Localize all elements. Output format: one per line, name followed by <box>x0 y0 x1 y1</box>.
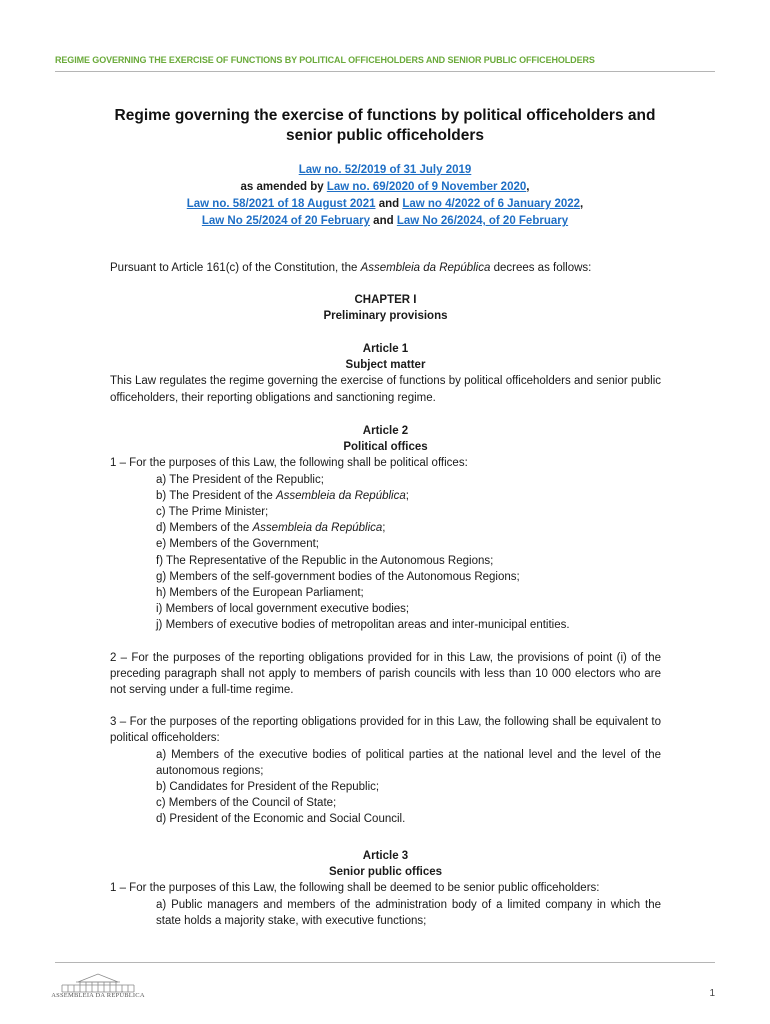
article-number: Article 1 <box>362 343 409 355</box>
header-divider <box>55 71 715 72</box>
chapter-heading <box>110 292 661 324</box>
link-law-52-2019[interactable]: Law no. 52/2019 of 31 July 2019 <box>298 164 472 176</box>
paragraph-2: 2 – For the purposes of the reporting obligations provided for in this Law, the provisions of point (i) of the preceding paragraph shall not apply to members of parish councils with less than 10 000 electors who are not serving under a full-time regime. <box>110 651 661 697</box>
list-item: e) Members of the Government; <box>156 538 319 551</box>
preamble-italic: Assembleia da República <box>360 262 491 274</box>
separator-comma: , <box>580 198 584 210</box>
article-title: Senior public offices <box>328 866 443 879</box>
link-law-58-2021[interactable]: Law no. 58/2021 of 18 August 2021 <box>186 198 376 210</box>
list-item-text: ; <box>382 522 386 535</box>
logo-wordmark: ASSEMBLEIA DA REPÚBLICA <box>51 992 145 999</box>
list-item-text: d) Members of the <box>156 522 253 535</box>
link-law-26-2024[interactable]: Law No 26/2024, of 20 February <box>396 215 569 227</box>
paragraph-1: 1 – For the purposes of this Law, the following shall be deemed to be senior public officeholders: <box>110 882 600 895</box>
preamble <box>110 260 661 276</box>
preamble-text-end: decrees as follows: <box>490 262 592 274</box>
amendment-history <box>90 162 680 230</box>
list-item: c) The Prime Minister; <box>156 506 269 519</box>
separator-and: and <box>369 215 397 227</box>
article-3 <box>110 848 661 929</box>
list-item-text: b) The President of the <box>156 489 276 502</box>
list-item: h) Members of the European Parliament; <box>156 587 364 600</box>
preamble-text: Pursuant to Article 161(c) of the Constitution, the <box>110 262 361 274</box>
list-item: i) Members of local government executive bodies; <box>156 603 410 616</box>
list-item: a) Members of the executive bodies of political parties at the national level and the level of the autonomous regions; <box>156 748 661 777</box>
list-item-italic: Assembleia da República <box>252 522 383 535</box>
list-item: a) Public managers and members of the administration body of a limited company in which the state holds a majority stake, with executive functions; <box>156 898 661 927</box>
list-item-italic: Assembleia da República <box>275 489 406 502</box>
article-1 <box>110 341 661 406</box>
list-item: g) Members of the self-government bodies of the Autonomous Regions; <box>156 570 520 583</box>
article-number: Article 2 <box>362 425 409 437</box>
document-title: Regime governing the exercise of functions by political officeholders and senior public officeholders <box>114 107 656 144</box>
separator-and: and <box>375 198 403 210</box>
link-law-25-2024[interactable]: Law No 25/2024 of 20 February <box>201 215 370 227</box>
equivalent-offices-list <box>110 747 661 828</box>
separator-comma: , <box>526 181 530 193</box>
list-item: j) Members of executive bodies of metropolitan areas and inter-municipal entities. <box>156 619 570 632</box>
article-2 <box>110 423 661 828</box>
list-item <box>156 520 661 536</box>
list-item: c) Members of the Council of State; <box>156 797 337 810</box>
article-title: Subject matter <box>345 359 426 372</box>
list-item: b) Candidates for President of the Republic; <box>156 781 380 794</box>
paragraph-3: 3 – For the purposes of the reporting obligations provided for in this Law, the following shall be equivalent to political officeholders: <box>110 716 661 745</box>
list-item: a) The President of the Republic; <box>156 473 324 486</box>
list-item: f) The Representative of the Republic in the Autonomous Regions; <box>156 554 494 567</box>
chapter-title: Preliminary provisions <box>323 310 448 323</box>
list-item: d) President of the Economic and Social Council. <box>156 813 406 826</box>
link-law-69-2020[interactable]: Law no. 69/2020 of 9 November 2020 <box>326 181 527 193</box>
link-law-4-2022[interactable]: Law no 4/2022 of 6 January 2022 <box>402 198 581 210</box>
running-header: REGIME GOVERNING THE EXERCISE OF FUNCTIONS BY POLITICAL OFFICEHOLDERS AND SENIOR PUBLIC OFFICEHOLDERS <box>55 55 595 65</box>
article-text: This Law regulates the regime governing the exercise of functions by political officeholders and senior public officeholders, their reporting obligations and sanctioning regime. <box>110 375 661 404</box>
footer-divider <box>55 962 715 963</box>
list-item <box>156 488 661 504</box>
chapter-number: CHAPTER I <box>354 294 417 306</box>
amended-by-label: as amended by <box>240 181 327 193</box>
article-title: Political offices <box>343 441 428 454</box>
article-number: Article 3 <box>362 850 409 862</box>
political-offices-list <box>110 472 661 634</box>
page-number: 1 <box>709 988 715 999</box>
parliament-logo-icon <box>48 968 148 1006</box>
list-item-text: ; <box>405 489 409 502</box>
paragraph-1: 1 – For the purposes of this Law, the following shall be political offices: <box>110 457 468 470</box>
